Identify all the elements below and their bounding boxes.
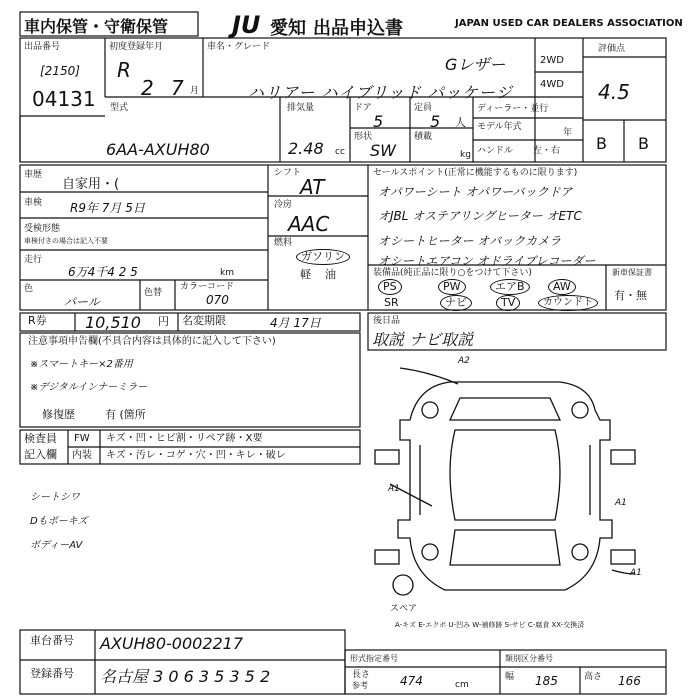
lot-sub: [2150]	[40, 64, 80, 78]
interior-label: 内装	[72, 450, 92, 461]
equip-navi	[440, 295, 472, 311]
color-label: 色	[24, 284, 34, 294]
mileage-value: 6万4千4 2 5	[68, 265, 138, 279]
length-label: 長さ	[352, 670, 371, 680]
drive-2wd: 2WD	[540, 55, 564, 66]
ref-label: 参考	[352, 681, 368, 690]
equip-tv	[496, 295, 520, 311]
equip-aw-text: AW	[548, 279, 576, 295]
capacity-unit: 人	[455, 116, 466, 129]
interior-grade: B	[596, 134, 607, 153]
inspector-label-1: 検査員	[24, 432, 57, 445]
reg-year: 2	[141, 76, 154, 100]
color-code-value: 070	[206, 293, 229, 307]
fuel-oil: 油	[325, 268, 336, 281]
equip-label: 装備品(純正品に限り○をつけて下さい)	[373, 268, 532, 278]
inspector-note-2: Dもポーキズ	[30, 516, 88, 527]
capacity-value: 5	[430, 112, 441, 131]
inspector-label-2: 記入欄	[24, 448, 57, 461]
load-label: 積載	[414, 132, 433, 142]
reg-label: 初度登録年月	[109, 42, 164, 52]
repair-value: 有 (箇所	[105, 408, 146, 421]
equip-sr: SR	[384, 296, 399, 309]
color-change-label: 色替	[144, 288, 163, 298]
r-ticket-unit: 円	[158, 315, 169, 328]
inspector-note-3: ボディーAV	[30, 540, 83, 551]
equip-aw	[548, 279, 576, 295]
width-label: 幅	[505, 672, 515, 682]
storage-tag: 車内保管・守衛保管	[24, 17, 169, 36]
lot-label: 出品番号	[24, 42, 61, 52]
r-ticket-label: R券	[28, 314, 47, 327]
inspection-label: 車検	[24, 198, 43, 208]
length-value: 474	[400, 674, 423, 688]
notes-line-2: ※デジタルインナーミラー	[30, 382, 148, 393]
rear-items-value: 取説 ナビ取説	[372, 330, 474, 349]
displacement-value: 2.48	[288, 139, 324, 158]
drive-4wd: 4WD	[540, 79, 564, 90]
damage-legend: A-キズ E-エクボ U-凹み W-補修跡 S-サビ C-腐食 XX-交換済	[395, 621, 585, 629]
inspection-value: R9年 7月 5日	[70, 201, 145, 215]
name-label: 車名・グレード	[207, 42, 271, 52]
usage-value: 自家用・(	[62, 177, 120, 192]
association-name: JAPAN USED CAR DEALERS ASSOCIATION	[455, 18, 683, 29]
grade-value: Gレザー	[445, 55, 506, 74]
doors-value: 5	[373, 112, 384, 131]
doors-label: ドア	[354, 103, 372, 113]
car-name-value: ハリアー ハイブリッド パッケージ	[248, 83, 513, 102]
model-value: 6AA-AXUH80	[106, 140, 210, 159]
r-ticket-value: 10,510	[85, 313, 141, 332]
equip-ps	[378, 279, 402, 295]
height-value: 166	[618, 674, 641, 688]
color-code-label: カラーコード	[180, 282, 235, 292]
fw-label: FW	[74, 433, 90, 444]
reg-month-unit: 月	[190, 86, 200, 96]
sales-line-3: オシートヒーター オバックカメラ	[378, 234, 562, 248]
ju-logo: JU	[232, 11, 261, 39]
model-label: 型式	[110, 103, 129, 113]
shift-label: シフト	[274, 168, 302, 178]
shift-value: AT	[300, 175, 325, 199]
receipt-label: 受検形態	[24, 224, 61, 234]
capacity-label: 定員	[414, 103, 433, 113]
shape-label: 形状	[354, 132, 373, 142]
new-warranty-label: 新車保証書	[612, 268, 652, 277]
reg-month: 7	[171, 76, 184, 100]
equip-airbag	[490, 279, 530, 295]
chassis-label: 車台番号	[30, 634, 74, 647]
equip-tv-text: TV	[496, 295, 520, 311]
equip-pw-text: PW	[438, 279, 466, 295]
form-title: 出品申込書	[313, 18, 403, 39]
rating-value: 4.5	[598, 80, 630, 104]
rear-items-label: 後日品	[373, 316, 401, 326]
color-value: パール	[64, 295, 100, 309]
equip-ps-text: PS	[378, 279, 402, 295]
handle-opts: 左・右	[533, 146, 561, 156]
model-year-label: モデル年式	[477, 122, 522, 132]
dealer-label: ディーラー・並行	[477, 104, 549, 114]
handle-label: ハンドル	[477, 146, 514, 156]
class-label: 類別区分番号	[505, 654, 553, 663]
equip-airbag-text: エアB	[490, 279, 530, 295]
sales-label: セールスポイント(正常に機能するものに限ります)	[373, 168, 578, 178]
fuel-light: 軽	[300, 268, 311, 281]
damage-mark-a1-rear: A1	[630, 568, 642, 578]
damage-mark-a1-left: A1	[388, 484, 400, 494]
fw-items: キズ・凹・ヒビ割・リペア跡・X要	[106, 433, 263, 444]
spare-label: スペア	[390, 604, 418, 614]
plate-value: 名古屋 3 0 6 3 5 3 5 2	[100, 667, 271, 686]
lot-number: 04131	[32, 87, 96, 111]
notes-line-1: ※スマートキー×2番用	[30, 359, 133, 370]
inspector-note-1: シートシワ	[30, 492, 80, 503]
displacement-unit: cc	[335, 147, 345, 157]
usage-label: 車歴	[24, 170, 43, 180]
equip-count	[538, 295, 598, 311]
height-label: 高さ	[584, 672, 603, 682]
load-unit: kg	[460, 150, 471, 160]
fuel-label: 燃料	[274, 238, 293, 248]
mileage-unit: km	[220, 268, 234, 278]
rating-label: 評価点	[598, 44, 626, 54]
plate-label: 登録番号	[30, 667, 74, 680]
sales-line-4: オシートエアコン オドライブレコーダー	[378, 254, 596, 268]
org-name: 愛知	[270, 18, 306, 39]
damage-mark-a2: A2	[458, 356, 470, 366]
deadline-label: 名変期限	[182, 314, 226, 327]
interior-items: キズ・汚レ・コゲ・穴・凹・キレ・破レ	[106, 450, 286, 461]
exterior-grade: B	[638, 134, 649, 153]
ac-value: AAC	[288, 212, 330, 236]
year-unit: 年	[563, 128, 573, 138]
fuel-gasoline-circle: ガソリン	[296, 249, 350, 265]
mileage-label: 走行	[24, 255, 43, 265]
deadline-value: 4月 17日	[270, 316, 321, 330]
width-value: 185	[535, 674, 558, 688]
sales-line-1: オパワーシート オパワーバックドア	[378, 185, 573, 199]
shape-value: SW	[370, 141, 396, 160]
sales-line-2: オJBL オステアリングヒーター オETC	[378, 209, 582, 223]
length-unit: cm	[455, 680, 469, 690]
equip-navi-text: ナビ	[440, 295, 472, 311]
reg-era: R	[117, 58, 131, 82]
fuel-gasoline	[296, 249, 350, 265]
displacement-label: 排気量	[287, 103, 315, 113]
damage-mark-a1-right: A1	[615, 498, 627, 508]
receipt-sub: 車検付きの場合は記入不要	[24, 237, 108, 245]
cert-label: 形式指定番号	[350, 654, 398, 663]
equip-count-text: カウンドト	[538, 295, 598, 311]
equip-pw	[438, 279, 466, 295]
new-warranty-opts: 有・無	[614, 289, 647, 302]
repair-label: 修復歴	[42, 408, 75, 421]
notes-label: 注意事項申告欄(不具合内容は具体的に記入して下さい)	[28, 336, 276, 347]
chassis-value: AXUH80-0002217	[100, 634, 244, 653]
ac-label: 冷房	[274, 200, 293, 210]
